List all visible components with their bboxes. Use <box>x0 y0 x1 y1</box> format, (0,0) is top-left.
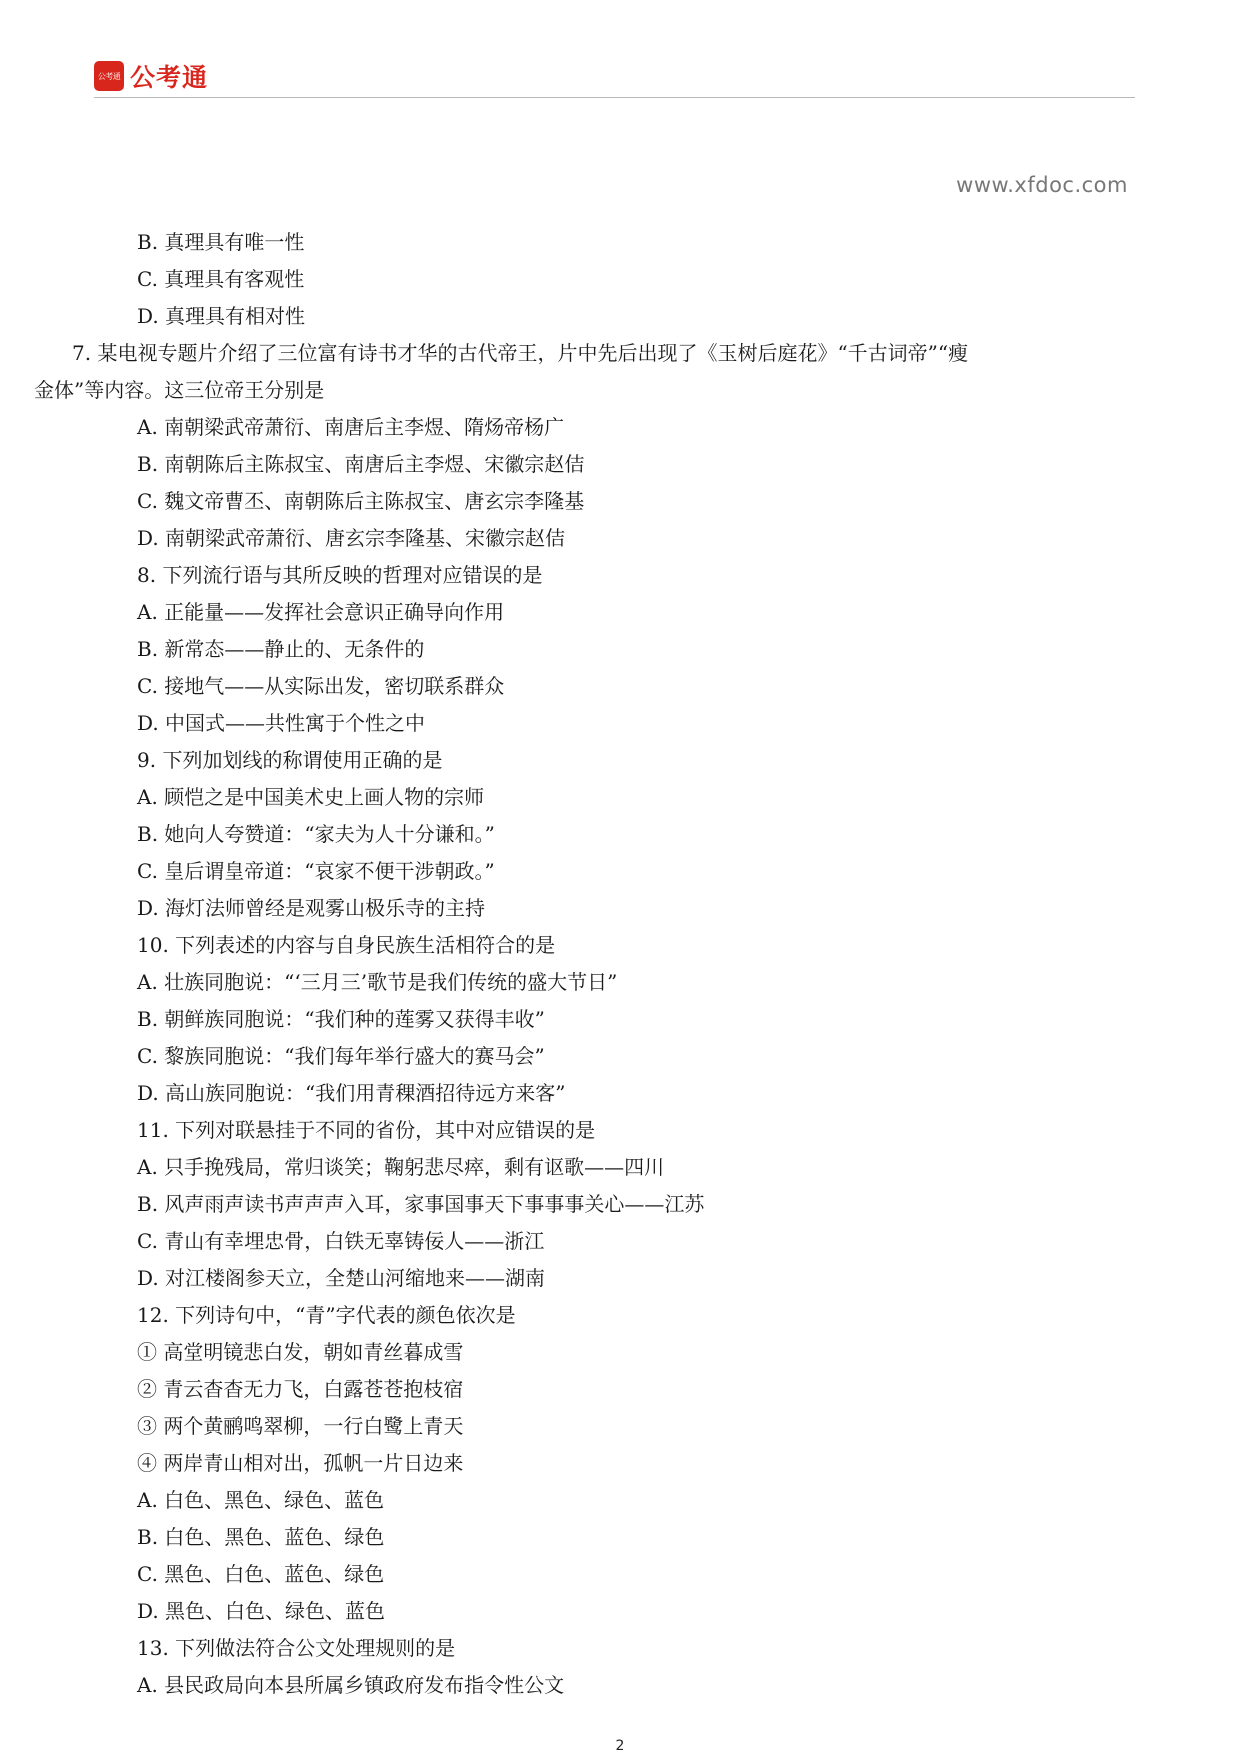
page-number: 2 <box>615 1738 625 1754</box>
option-line: C. 黑色、白色、蓝色、绿色 <box>137 1562 385 1586</box>
option-line: C. 青山有幸埋忠骨，白铁无辜铸佞人——浙江 <box>137 1229 545 1253</box>
question-line: 10. 下列表述的内容与自身民族生活相符合的是 <box>137 933 556 957</box>
option-line: C. 皇后谓皇帝道：“哀家不便干涉朝政。” <box>137 859 495 883</box>
option-line: B. 风声雨声读书声声声入耳，家事国事天下事事事关心——江苏 <box>137 1192 705 1216</box>
option-line: B. 她向人夸赞道：“家夫为人十分谦和。” <box>137 822 495 846</box>
option-line: A. 南朝梁武帝萧衍、南唐后主李煜、隋炀帝杨广 <box>137 415 565 439</box>
option-line: A. 壮族同胞说：“‘三月三’歌节是我们传统的盛大节日” <box>137 970 618 994</box>
poem-line: ③ 两个黄鹂鸣翠柳，一行白鹭上青天 <box>137 1414 464 1438</box>
logo-icon: 公考通 <box>94 61 124 91</box>
option-line: D. 高山族同胞说：“我们用青稞酒招待远方来客” <box>137 1081 566 1105</box>
question-line: 9. 下列加划线的称谓使用正确的是 <box>137 748 443 772</box>
question-continuation: 金体”等内容。这三位帝王分别是 <box>34 378 325 402</box>
question-line: 12. 下列诗句中，“青”字代表的颜色依次是 <box>137 1303 516 1327</box>
option-line: A. 只手挽残局，常归谈笑；鞠躬悲尽瘁，剩有讴歌——四川 <box>137 1155 665 1179</box>
watermark-url: www.xfdoc.com <box>956 173 1128 197</box>
option-line: B. 新常态——静止的、无条件的 <box>137 637 425 661</box>
poem-line: ① 高堂明镜悲白发，朝如青丝暮成雪 <box>137 1340 464 1364</box>
poem-line: ④ 两岸青山相对出，孤帆一片日边来 <box>137 1451 464 1475</box>
option-line: B. 南朝陈后主陈叔宝、南唐后主李煜、宋徽宗赵佶 <box>137 452 585 476</box>
option-line: D. 中国式——共性寓于个性之中 <box>137 711 426 735</box>
option-line: B. 白色、黑色、蓝色、绿色 <box>137 1525 385 1549</box>
option-line: C. 黎族同胞说：“我们每年举行盛大的赛马会” <box>137 1044 545 1068</box>
option-line: B. 朝鲜族同胞说：“我们种的莲雾又获得丰收” <box>137 1007 545 1031</box>
option-line: B. 真理具有唯一性 <box>137 230 305 254</box>
option-line: C. 魏文帝曹丕、南朝陈后主陈叔宝、唐玄宗李隆基 <box>137 489 585 513</box>
option-line: C. 真理具有客观性 <box>137 267 305 291</box>
option-line: D. 真理具有相对性 <box>137 304 306 328</box>
option-line: A. 顾恺之是中国美术史上画人物的宗师 <box>137 785 485 809</box>
header-divider <box>94 97 1135 98</box>
option-line: A. 白色、黑色、绿色、蓝色 <box>137 1488 385 1512</box>
option-line: D. 南朝梁武帝萧衍、唐玄宗李隆基、宋徽宗赵佶 <box>137 526 566 550</box>
header <box>94 58 208 94</box>
question-line: 11. 下列对联悬挂于不同的省份，其中对应错误的是 <box>137 1118 596 1142</box>
option-line: D. 黑色、白色、绿色、蓝色 <box>137 1599 386 1623</box>
logo-text: 公考通 <box>130 63 209 92</box>
option-line: D. 对江楼阁参天立，全楚山河缩地来——湖南 <box>137 1266 546 1290</box>
option-line: C. 接地气——从实际出发，密切联系群众 <box>137 674 505 698</box>
option-line: A. 县民政局向本县所属乡镇政府发布指令性公文 <box>137 1673 565 1697</box>
question-line: 13. 下列做法符合公文处理规则的是 <box>137 1636 456 1660</box>
option-line: A. 正能量——发挥社会意识正确导向作用 <box>137 600 505 624</box>
question-line: 8. 下列流行语与其所反映的哲理对应错误的是 <box>137 563 543 587</box>
option-line: D. 海灯法师曾经是观雾山极乐寺的主持 <box>137 896 486 920</box>
question-line: 7. 某电视专题片介绍了三位富有诗书才华的古代帝王，片中先后出现了《玉树后庭花》“千古词帝”“瘦 <box>72 341 969 365</box>
poem-line: ② 青云杳杳无力飞，白露苍苍抱枝宿 <box>137 1377 464 1401</box>
